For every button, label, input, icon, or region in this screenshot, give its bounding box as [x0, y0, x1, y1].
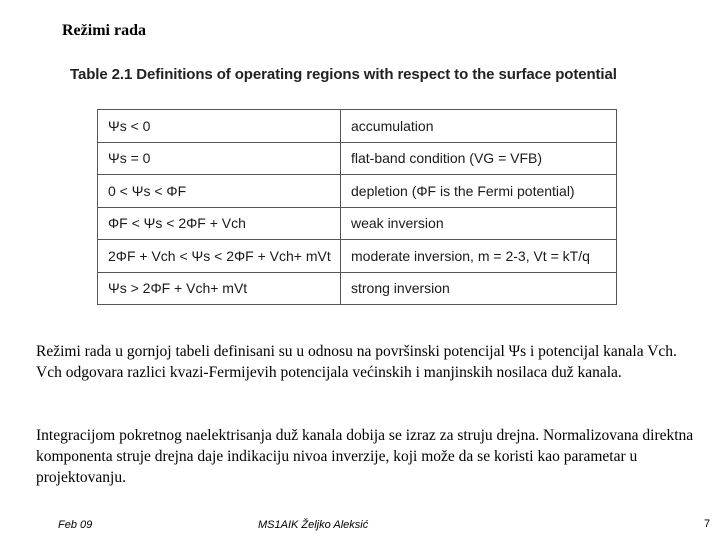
paragraph-potentials: Režimi rada u gornjoj tabeli definisani su u odnosu na površinski potencijal Ψs i potencijal kanala Vch. Vch odgovara razlici kvazi-Fermijevih potencijala većinskih i manjinskih nosilaca duž kanala. — [36, 343, 677, 381]
table-row — [98, 240, 617, 273]
condition-cell: Ψs = 0 — [98, 142, 341, 175]
table-row — [98, 110, 617, 143]
table-row — [98, 142, 617, 175]
region-cell: depletion (ΦF is the Fermi potential) — [341, 175, 617, 208]
condition-cell: 2ΦF + Vch < Ψs < 2ΦF + Vch+ mVt — [98, 240, 341, 273]
slide-title: Režimi rada — [62, 22, 146, 39]
page-number: 7 — [704, 518, 711, 530]
table-row — [98, 272, 617, 305]
footer-course-author: MS1AIK Željko Aleksić — [258, 519, 369, 531]
paragraph-drain-current: Integracijom pokretnog naelektrisanja duž kanala dobija se izraz za struju drejna. Normalizovana direktna komponenta struje drejna daje indikaciju nivoa inverzije, koji može da se koristi kao parametar u projektovanju. — [36, 427, 694, 486]
table-row — [98, 175, 617, 208]
region-cell: weak inversion — [341, 207, 617, 240]
table-row — [98, 207, 617, 240]
table-caption: Table 2.1 Definitions of operating regions with respect to the surface potential — [70, 66, 617, 83]
table-body — [98, 110, 617, 305]
region-cell: flat-band condition (VG = VFB) — [341, 142, 617, 175]
condition-cell: 0 < Ψs < ΦF — [98, 175, 341, 208]
region-cell: strong inversion — [341, 272, 617, 305]
operating-regions-table — [97, 109, 617, 305]
condition-cell: ΦF < Ψs < 2ΦF + Vch — [98, 207, 341, 240]
footer-date: Feb 09 — [58, 519, 93, 531]
region-cell: accumulation — [341, 110, 617, 143]
condition-cell: Ψs < 0 — [98, 110, 341, 143]
condition-cell: Ψs > 2ΦF + Vch+ mVt — [98, 272, 341, 305]
region-cell: moderate inversion, m = 2-3, Vt = kT/q — [341, 240, 617, 273]
